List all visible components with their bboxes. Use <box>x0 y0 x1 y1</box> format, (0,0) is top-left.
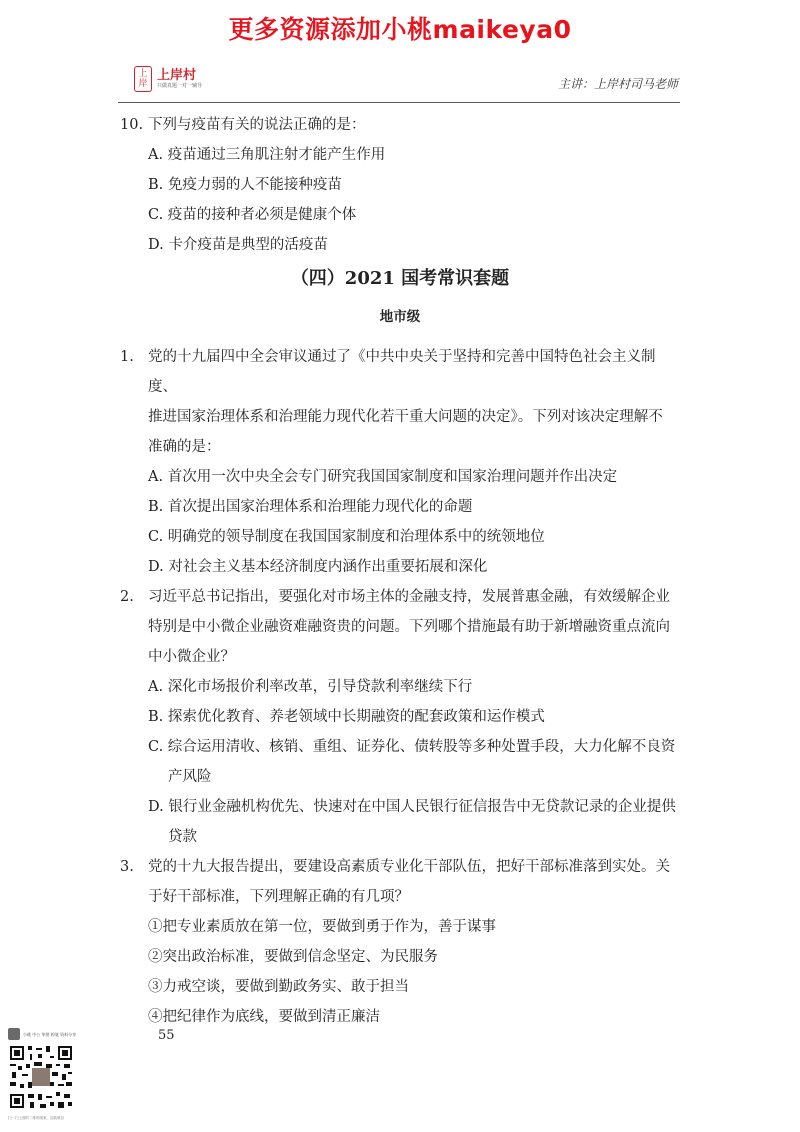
question-text: 下列与疫苗有关的说法正确的是： <box>148 117 366 133</box>
page-header <box>118 62 680 103</box>
option-b: B. 探索优化教育、养老领域中长期融资的配套政策和运作模式 <box>148 709 545 725</box>
question-number: 1. <box>120 349 134 365</box>
option-a: A. 深化市场报价利率改革，引导贷款利率继续下行 <box>148 679 473 695</box>
question-line: 推进国家治理体系和治理能力现代化若干重大问题的决定》。下列对该决定理解不 <box>148 409 663 425</box>
option-d: D. 对社会主义基本经济制度内涵作出重要拓展和深化 <box>148 559 488 575</box>
option-c: C. 疫苗的接种者必须是健康个体 <box>148 207 357 223</box>
logo <box>134 66 202 92</box>
qr-caption: 小桃 中公 华图 粉笔 资料分享 <box>23 1031 77 1037</box>
avatar <box>8 1028 20 1040</box>
option-c: C. 综合运用清收、核销、重组、证券化、债转股等多种处置手段，大力化解不良资 <box>148 739 676 755</box>
question-line: 准确的是： <box>148 439 221 455</box>
option-b: B. 首次提出国家治理体系和治理能力现代化的命题 <box>148 499 473 515</box>
qr-footer: 扫一扫上面的二维码图案，加我微信 <box>8 1116 64 1120</box>
question-line: 中小微企业？ <box>148 649 235 665</box>
statement-3: ③力戒空谈，要做到勤政务实、敢于担当 <box>148 979 409 995</box>
option-d: D. 银行业金融机构优先、快速对在中国人民银行征信报告中无贷款记录的企业提供 <box>148 799 676 815</box>
question-line: 于好干部标准，下列理解正确的有几项？ <box>148 889 409 905</box>
question-1 <box>120 342 680 462</box>
question-number: 2. <box>120 589 134 605</box>
logo-badge-icon: 上岸 <box>134 66 152 92</box>
lecturer-label: 主讲：上岸村司马老师 <box>557 77 678 91</box>
option-c-continued: 产风险 <box>168 769 212 785</box>
question-number: 10. <box>120 117 144 133</box>
option-d-continued: 贷款 <box>168 829 197 845</box>
document-body <box>120 110 680 1032</box>
qr-code-icon <box>8 1044 74 1110</box>
question-line: 习近平总书记指出，要强化对市场主体的金融支持，发展普惠金融，有效缓解企业 <box>148 589 670 605</box>
question-line: 特别是中小微企业融资难融资贵的问题。下列哪个措施最有助于新增融资重点流向 <box>148 619 670 635</box>
option-d: D. 卡介疫苗是典型的活疫苗 <box>148 237 328 253</box>
option-a: A. 疫苗通过三角肌注射才能产生作用 <box>148 147 386 163</box>
question-10 <box>120 110 680 140</box>
question-3 <box>120 852 680 912</box>
question-number: 3. <box>120 859 134 875</box>
section-title: （四）2021 国考常识套题 <box>290 268 510 289</box>
page-number: 55 <box>158 1028 175 1043</box>
section-subtitle: 地市级 <box>379 309 421 325</box>
question-2 <box>120 582 680 672</box>
logo-slogan: 只做真题一对一辅导 <box>157 83 203 89</box>
question-line: 党的十九届四中全会审议通过了《中共中央关于坚持和完善中国特色社会主义制度、 <box>148 349 656 395</box>
logo-name: 上岸村 <box>157 68 197 83</box>
option-a: A. 首次用一次中央全会专门研究我国国家制度和国家治理问题并作出决定 <box>148 469 618 485</box>
question-line: 党的十九大报告提出，要建设高素质专业化干部队伍，把好干部标准落到实处。关 <box>148 859 670 875</box>
statement-1: ①把专业素质放在第一位，要做到勇于作为，善于谋事 <box>148 919 496 935</box>
option-c: C. 明确党的领导制度在我国国家制度和治理体系中的统领地位 <box>148 529 545 545</box>
option-b: B. 免疫力弱的人不能接种疫苗 <box>148 177 342 193</box>
qr-card <box>8 1028 90 1121</box>
statement-4: ④把纪律作为底线，要做到清正廉洁 <box>148 1009 380 1025</box>
statement-2: ②突出政治标准，要做到信念坚定、为民服务 <box>148 949 438 965</box>
promo-banner: 更多资源添加小桃maikeya0 <box>228 15 572 44</box>
